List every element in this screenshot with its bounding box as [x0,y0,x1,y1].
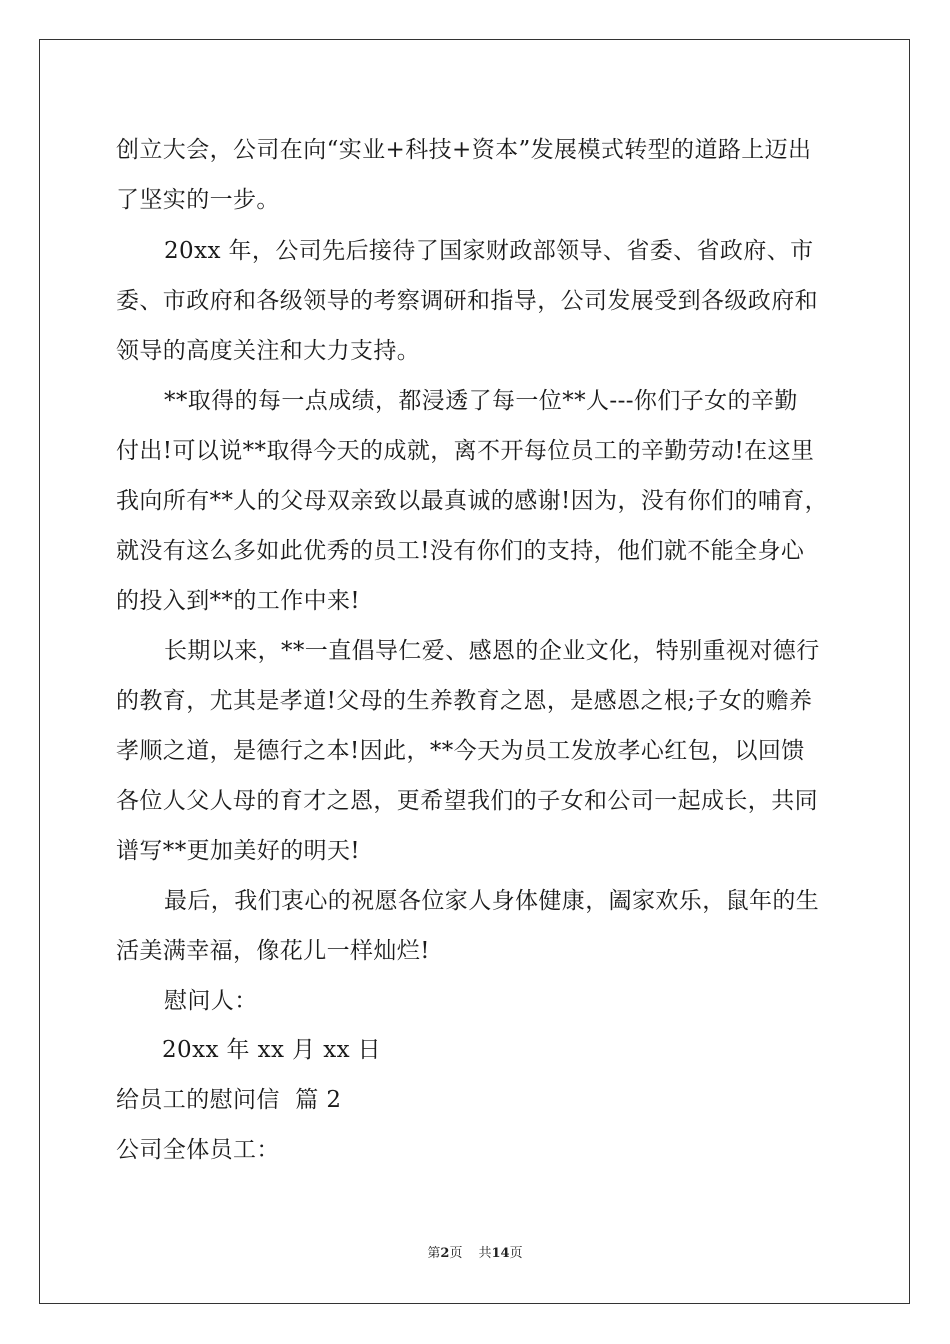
total-unit: 页 [509,1246,523,1261]
salutation: 公司全体员工： [116,1137,280,1163]
page-total: 14 [491,1246,510,1261]
body-text-line: 领导的高度关注和大力支持。 [116,338,421,364]
body-text-line: 付出!可以说**取得今天的成就，离不开每位员工的辛勤劳动!在这里 [116,438,815,464]
body-text-line: 各位人父人母的育才之恩，更希望我们的子女和公司一起成长，共同 [116,788,818,814]
body-text-line: 孝顺之道，是德行之本!因此，**今天为员工发放孝心红包，以回馈 [116,738,805,764]
body-text-line: 我向所有**人的父母双亲致以最真诚的感谢!因为，没有你们的哺育， [116,488,829,514]
body-text-line: 了坚实的一步。 [116,187,280,213]
body-text-line: 的投入到**的工作中来! [116,588,361,614]
page-prefix: 第 [427,1246,441,1261]
body-text-line: 长期以来，**一直倡导仁爱、感恩的企业文化，特别重视对德行 [164,638,820,664]
total-prefix: 共 [478,1246,492,1261]
body-text-line: 创立大会，公司在向“实业+科技+资本”发展模式转型的道路上迈出 [116,137,812,163]
page-footer [0,1245,950,1263]
page-current: 2 [440,1246,450,1261]
body-text-line: **取得的每一点成绩，都浸透了每一位**人---你们子女的辛勤 [164,388,798,414]
body-text-line: 活美满幸福，像花儿一样灿烂! [116,938,430,964]
signature-label: 慰问人： [164,988,258,1014]
body-text-line: 20xx 年，公司先后接待了国家财政部领导、省委、省政府、市 [164,238,814,264]
body-text-line: 最后，我们衷心的祝愿各位家人身体健康，阖家欢乐，鼠年的生 [164,888,820,914]
body-text-line: 谱写**更加美好的明天! [116,838,361,864]
section-title: 给员工的慰问信 篇 2 [116,1087,342,1113]
body-text-line: 的教育，尤其是孝道!父母的生养教育之恩，是感恩之根;子女的赡养 [116,688,813,714]
page-unit: 页 [449,1246,463,1261]
body-text-line: 委、市政府和各级领导的考察调研和指导，公司发展受到各级政府和 [116,288,818,314]
date-line: 20xx 年 xx 月 xx 日 [162,1037,382,1063]
body-text-line: 就没有这么多如此优秀的员工!没有你们的支持，他们就不能全身心 [116,538,805,564]
